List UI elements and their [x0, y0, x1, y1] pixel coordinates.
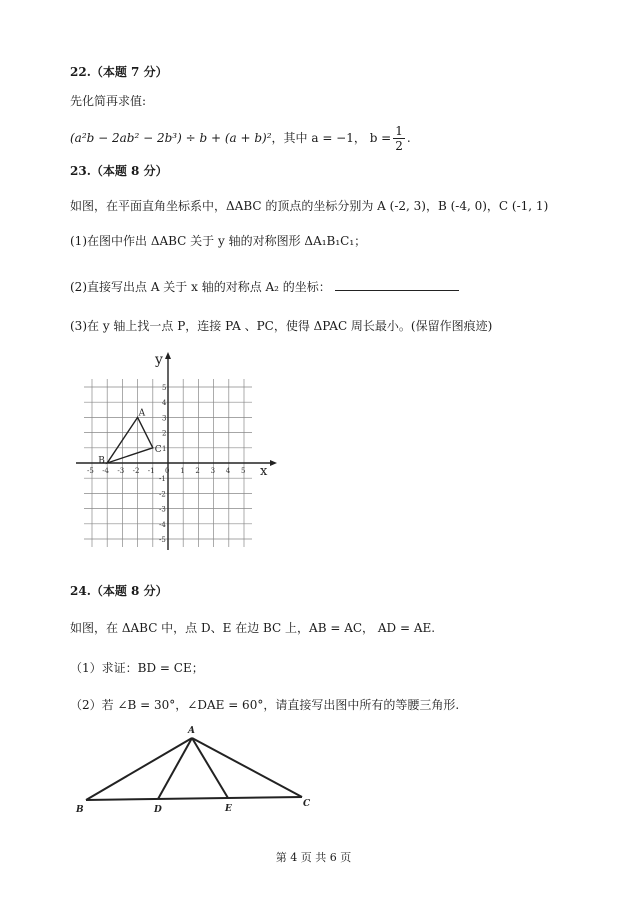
q23-intro: 如图，在平面直角坐标系中，ΔABC 的顶点的坐标分别为 A (-2, 3)，B (-4, 0)，C (-1, 1): [70, 199, 549, 213]
q24-part1: （1）求证：BD = CE；: [70, 661, 204, 675]
x-tick-label: -4: [102, 467, 110, 475]
point-label-a: A: [138, 408, 146, 419]
x-axis-label: x: [260, 464, 268, 479]
point-label-b: B: [98, 456, 105, 466]
q23-part2: (2)直接写出点 A 关于 x 轴的对称点 A₂ 的坐标：: [70, 280, 331, 294]
y-tick-label: 5: [162, 384, 167, 392]
label-d: D: [154, 805, 162, 815]
graph-axes: [76, 352, 277, 550]
x-tick-label: 0: [165, 467, 170, 475]
segment-bc: [86, 797, 302, 800]
y-tick-label: 3: [162, 414, 167, 423]
y-tick-label: 1: [162, 444, 167, 453]
x-tick-label: 2: [195, 467, 200, 475]
y-tick-label: -3: [159, 505, 166, 514]
segment-ac: [192, 738, 302, 797]
label-c: C: [303, 799, 311, 809]
q23-heading: 23.（本题 8 分）: [70, 164, 168, 178]
q22-heading: 22.（本题 7 分）: [70, 65, 168, 79]
x-tick-label: 3: [210, 467, 216, 475]
q24-part2: （2）若 ∠B = 30°，∠DAE = 60°，请直接写出图中所有的等腰三角形.: [70, 698, 460, 712]
q23-answer-blank: [335, 280, 459, 291]
y-tick-label: -1: [159, 475, 166, 484]
q23-part1: (1)在图中作出 ΔABC 关于 y 轴的对称图形 ΔA₁B₁C₁；: [70, 234, 367, 248]
y-tick-label: -5: [159, 536, 166, 544]
x-tick-label: -1: [147, 467, 155, 475]
q22-frac-den: 2: [395, 138, 403, 153]
y-tick-label: -4: [159, 520, 166, 529]
x-tick-label: -3: [117, 467, 125, 475]
q22-end: .: [406, 131, 411, 145]
segment-ab: [86, 738, 192, 800]
coordinate-graph: [70, 345, 285, 557]
triangle-abc-outline: [107, 417, 153, 463]
x-tick-label: -2: [132, 467, 140, 475]
x-tick-label: 4: [225, 467, 231, 475]
q22-instruction: 先化简再求值:: [70, 94, 147, 108]
q23-part3: (3)在 y 轴上找一点 P，连接 PA 、PC，使得 ΔPAC 周长最小。(保留作图痕迹): [70, 319, 493, 333]
x-tick-label: -5: [87, 467, 94, 475]
q22-expression: (a²b − 2ab² − 2b³) ÷ b + (a + b)²: [70, 131, 272, 145]
q23-part2-line: [70, 279, 459, 295]
q22-frac-num: 1: [395, 123, 403, 138]
page-footer: 第 4 页 共 6 页: [275, 851, 352, 864]
y-axis-arrow: [165, 352, 171, 359]
q24-heading: 24.（本题 8 分）: [70, 584, 168, 598]
x-tick-label: 5: [241, 467, 246, 475]
x-tick-label: 1: [180, 467, 185, 475]
point-label-c: C: [154, 444, 162, 455]
label-b: B: [76, 805, 84, 815]
x-axis-arrow: [270, 460, 277, 466]
q22-expression-line: [70, 121, 411, 155]
q22-condition: ，其中 a = −1， b =: [271, 131, 392, 145]
label-a: A: [188, 726, 195, 736]
y-tick-label: 2: [162, 429, 167, 438]
y-tick-label: -2: [159, 490, 166, 499]
y-axis-label: y: [155, 352, 163, 368]
triangle-abc: [98, 408, 162, 466]
q22-fraction: [393, 124, 405, 153]
triangle-figure: [70, 722, 330, 817]
q24-intro: 如图，在 ΔABC 中，点 D、E 在边 BC 上，AB = AC， AD = AE.: [70, 621, 436, 635]
label-e: E: [225, 804, 232, 814]
y-tick-label: 4: [162, 399, 167, 408]
graph-ticks: [87, 384, 245, 544]
